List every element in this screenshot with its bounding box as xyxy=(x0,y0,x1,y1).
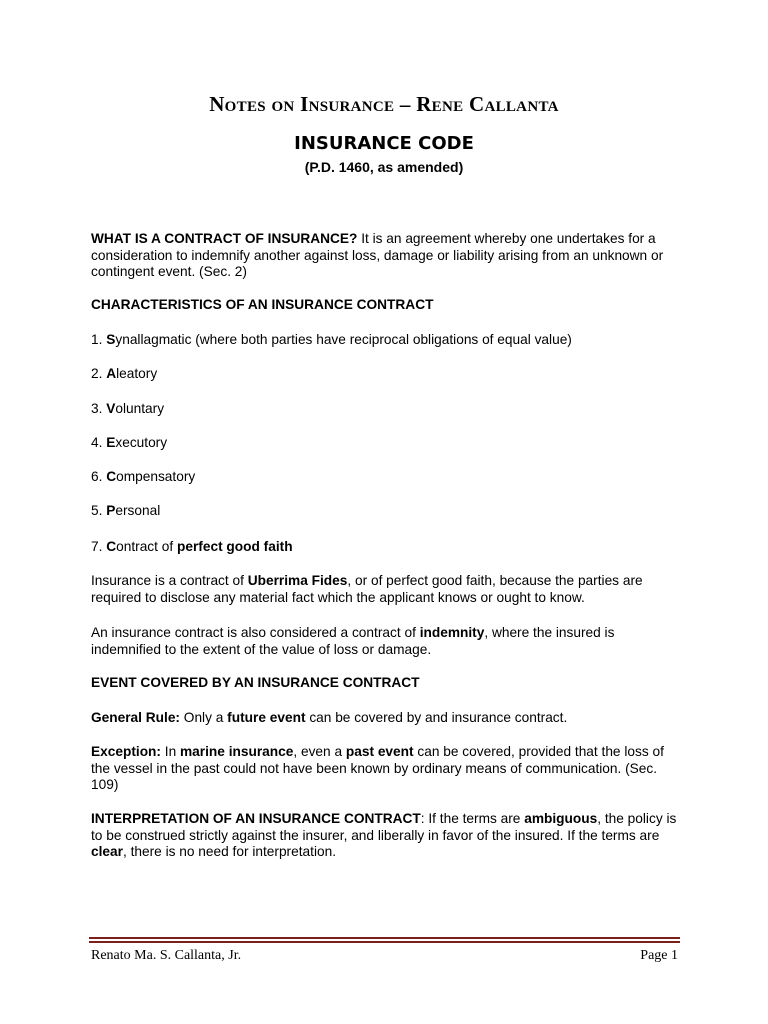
paragraph-bold: General Rule: xyxy=(91,710,180,725)
paragraph-text: , there is no need for interpretation. xyxy=(122,844,337,859)
paragraph-text: , the policy is to be construed strictly against the insurer, and liberally in favor of the insured. If the terms are xyxy=(91,811,677,843)
paragraph-bold: ambiguous xyxy=(524,811,598,826)
paragraph-bold: marine insurance xyxy=(180,744,294,759)
item-text: ompensatory xyxy=(116,469,196,484)
item-text: ontract of xyxy=(116,539,177,554)
interpretation-paragraph xyxy=(91,811,681,861)
paragraph-text: can be covered, provided that the loss of the vessel in the past could not have been known by ordinary means of communication. (Sec. 109) xyxy=(91,744,664,792)
paragraph-bold: Exception: xyxy=(91,744,161,759)
footer-divider xyxy=(89,937,680,944)
characteristic-item xyxy=(91,539,681,556)
page-number: Page 1 xyxy=(640,948,678,963)
contract-definition-text: It is an agreement whereby one undertakes for a consideration to indemnify another against loss, damage or liability arising from an unknown or contingent event. (Sec. 2) xyxy=(91,231,664,279)
characteristic-item xyxy=(91,503,681,520)
uberrima-paragraph xyxy=(91,573,681,606)
characteristic-item xyxy=(91,469,681,486)
code-title: INSURANCE CODE xyxy=(294,133,474,154)
characteristics-heading-text: CHARACTERISTICS OF AN INSURANCE CONTRACT xyxy=(91,297,434,312)
item-number: 2. xyxy=(91,366,107,381)
paragraph-text: : If the terms are xyxy=(420,811,525,826)
paragraph-bold: INTERPRETATION OF AN INSURANCE CONTRACT xyxy=(91,811,421,826)
item-initial: S xyxy=(106,332,116,347)
item-initial: P xyxy=(106,503,116,518)
paragraph-text: Insurance is a contract of xyxy=(91,573,248,588)
item-text: ynallagmatic (where both parties have reciprocal obligations of equal value) xyxy=(115,332,572,347)
footer-divider-line xyxy=(89,941,680,943)
paragraph-text: , even a xyxy=(293,744,346,759)
general-rule-paragraph xyxy=(91,710,681,727)
paragraph-bold: past event xyxy=(345,744,414,759)
paragraph-text: can be covered by and insurance contract. xyxy=(305,710,568,725)
characteristic-item xyxy=(91,366,681,383)
characteristic-item xyxy=(91,435,681,452)
item-number: 1. xyxy=(91,332,107,347)
event-heading xyxy=(91,675,681,692)
item-text: leatory xyxy=(116,366,158,381)
code-subtitle: (P.D. 1460, as amended) xyxy=(304,159,464,175)
characteristics-heading xyxy=(91,297,681,314)
contract-definition-lead: WHAT IS A CONTRACT OF INSURANCE? xyxy=(91,231,358,246)
item-number: 4. xyxy=(91,435,107,450)
item-initial: E xyxy=(106,435,116,450)
indemnity-paragraph xyxy=(91,625,681,658)
contract-definition-paragraph xyxy=(91,231,681,281)
paragraph-text: An insurance contract is also considered a contract of xyxy=(91,625,420,640)
event-heading-text: EVENT COVERED BY AN INSURANCE CONTRACT xyxy=(91,675,420,690)
item-initial: C xyxy=(106,539,117,554)
item-number: 7. xyxy=(91,539,107,554)
paragraph-bold: indemnity xyxy=(419,625,485,640)
paragraph-bold: Uberrima Fides xyxy=(247,573,348,588)
item-initial: C xyxy=(106,469,117,484)
item-text: ersonal xyxy=(115,503,161,518)
document-title: Notes on Insurance – Rene Callanta xyxy=(209,92,559,116)
item-initial: A xyxy=(106,366,117,381)
exception-paragraph xyxy=(91,744,681,794)
paragraph-text: In xyxy=(160,744,180,759)
item-text: xecutory xyxy=(115,435,168,450)
paragraph-text: , or of perfect good faith, because the parties are required to disclose any material fact which the applicant knows or ought to know. xyxy=(91,573,643,605)
item-number: 6. xyxy=(91,469,107,484)
item-number: 3. xyxy=(91,401,107,416)
item-initial: V xyxy=(106,401,116,416)
paragraph-bold: clear xyxy=(91,844,123,859)
paragraph-text: Only a xyxy=(180,710,228,725)
item-text: oluntary xyxy=(115,401,165,416)
characteristic-item xyxy=(91,401,681,418)
characteristic-item xyxy=(91,332,681,349)
footer-author: Renato Ma. S. Callanta, Jr. xyxy=(91,948,242,963)
footer-divider-line xyxy=(89,937,680,939)
paragraph-text: , where the insured is indemnified to the extent of the value of loss or damage. xyxy=(91,625,615,657)
item-number: 5. xyxy=(91,503,107,518)
item-bold-tail: perfect good faith xyxy=(176,539,293,554)
paragraph-bold: future event xyxy=(227,710,306,725)
